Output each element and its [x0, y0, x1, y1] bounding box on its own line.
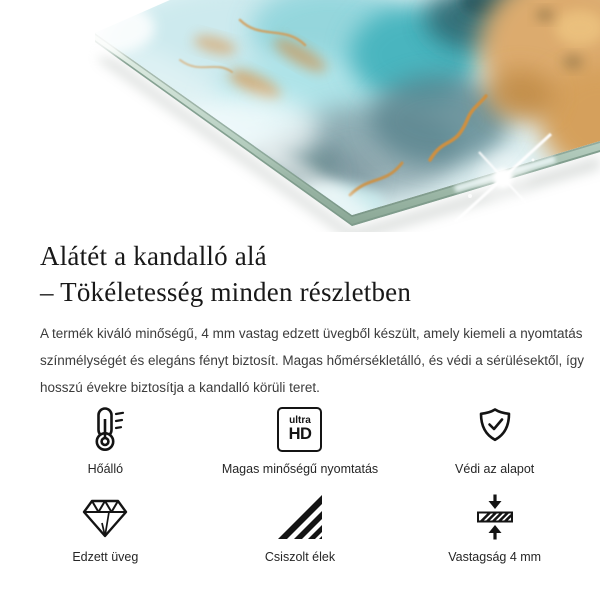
title-line-2: – Tökéletesség minden részletben: [40, 277, 412, 307]
feature-item-ultra-hd-print: [203, 405, 398, 478]
glass-panel-illustration: [0, 0, 600, 232]
feature-label: Magas minőségű nyomtatás: [221, 462, 379, 476]
section-title: [40, 238, 560, 310]
description-line: színmélységét és elegáns fényt biztosít. Magas hőmérsékletálló, és védi a sérülésektől, így: [40, 353, 585, 368]
feature-item-heat-resistant: [8, 405, 203, 478]
features-grid: [0, 405, 600, 566]
ultra-hd-box: [277, 407, 322, 452]
ultra-hd-label-top: ultra: [289, 415, 311, 426]
polished-edges-icon: [276, 493, 324, 541]
description-line: A termék kiváló minőségű, 4 mm vastag edzett üvegből készült, amely kiemeli a nyomtatás: [40, 326, 583, 341]
feature-item-polished-edges: [203, 493, 398, 566]
diamond-icon: [81, 493, 129, 541]
feature-label: Csiszolt élek: [264, 550, 336, 564]
feature-item-tempered-glass: [8, 493, 203, 566]
shield-check-icon: [471, 405, 519, 453]
product-intro-section: [0, 238, 600, 401]
corner-highlight: [45, 0, 155, 56]
feature-label: Hőálló: [87, 462, 124, 476]
title-line-1: Alátét a kandalló alá: [40, 241, 267, 271]
feature-item-protects-base: [397, 405, 592, 478]
description-line: hosszú évekre biztosítja a kandalló körüli teret.: [40, 380, 320, 395]
section-description: [40, 320, 585, 401]
thickness-icon: [471, 493, 519, 541]
ultra-hd-icon: [276, 405, 324, 453]
feature-label: Vastagság 4 mm: [448, 550, 542, 564]
feature-label: Védi az alapot: [455, 462, 535, 476]
feature-item-thickness: [397, 493, 592, 566]
thermometer-icon: [81, 405, 129, 453]
ultra-hd-label-bottom: HD: [288, 425, 312, 443]
product-photo: [0, 0, 600, 232]
feature-label: Edzett üveg: [72, 550, 139, 564]
